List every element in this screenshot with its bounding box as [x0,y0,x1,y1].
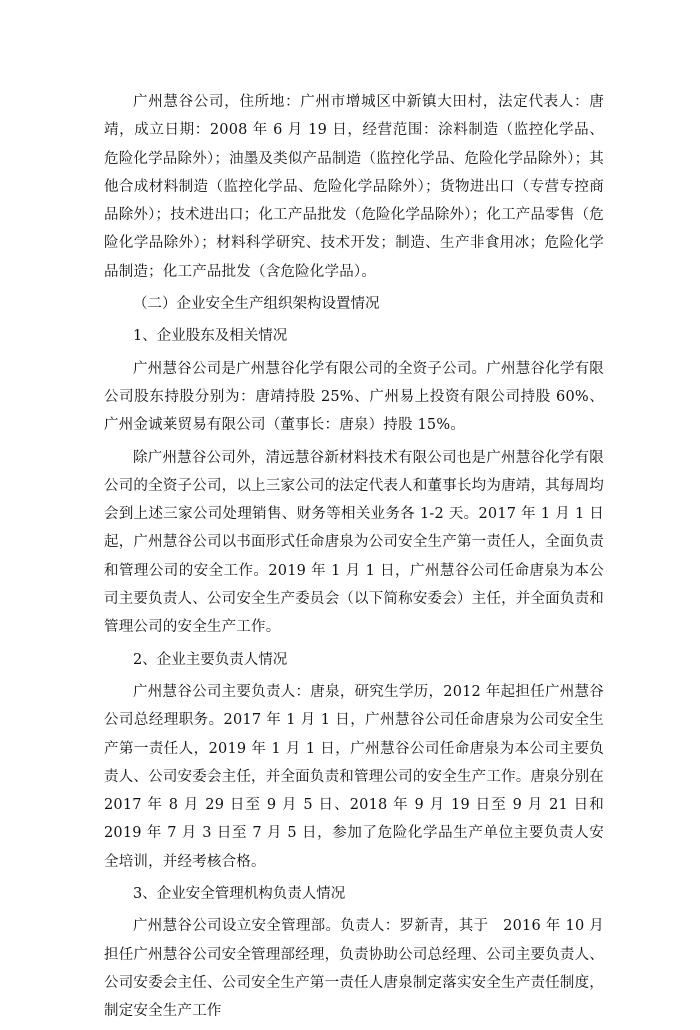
section-heading-org-structure: （二）企业安全生产组织架构设置情况 [133,296,380,313]
shareholders-paragraph: 广州慧谷公司是广州慧谷化学有限公司的全资子公司。广州慧谷化学有限公司股东持股分别为：唐靖持股 25%、广州易上投资有限公司持股 60%、广州金诚莱贸易有限公司（董事长：唐泉）持股 15%。 [104,360,604,434]
safety-dept-paragraph: 广州慧谷公司设立安全管理部。负责人：罗新青，其于 2016 年 10 月担任广州慧谷公司安全管理部经理，负责协助公司总经理、公司主要负责人、公司安委会主任、公司安全生产第一责任人唐泉制定落实安全生产责任制度，制定安全生产工作 [104,918,604,1020]
subsection-heading-principal: 2、企业主要负责人情况 [133,651,288,668]
principal-paragraph: 广州慧谷公司主要负责人：唐泉，研究生学历，2012 年起担任广州慧谷公司总经理职务。2017 年 1 月 1 日，广州慧谷公司任命唐泉为公司安全生产第一责任人，2019 年 1 月 1 日，广州慧谷公司任命唐泉为本公司主要负责人、公司安委会主任，并全面负责和管理公司的安全生产工作。唐泉分别在 2017 年 8 月 29 日至 9 月 5 日、2018 年 9 月 19 日至 9 月 21 日和 2019 年 7 月 3 日至 7 月 5 日，参加了危险化学品生产单位主要负责人安全培训，并经考核合格。 [104,683,604,870]
subsection-heading-safety-dept: 3、企业安全管理机构负责人情况 [133,886,346,903]
company-info-paragraph: 广州慧谷公司，住所地：广州市增城区中新镇大田村，法定代表人：唐靖，成立日期：2008 年 6 月 19 日，经营范围：涂料制造（监控化学品、危险化学品除外）；油墨及类似产品制造（监控化学品、危险化学品除外）；其他合成材料制造（监控化学品、危险化学品除外）；货物进出口（专营专控商品除外）；技术进出口；化工产品批发（危险化学品除外）；化工产品零售（危险化学品除外）；材料科学研究、技术开发；制造、生产非食用冰；危险化学品制造；化工产品批发（含危险化学品）。 [104,94,604,280]
subsection-heading-shareholders: 1、企业股东及相关情况 [133,328,288,345]
document-page [104,88,604,1030]
subsidiaries-paragraph: 除广州慧谷公司外，清远慧谷新材料技术有限公司也是广州慧谷化学有限公司的全资子公司，以上三家公司的法定代表人和董事长均为唐靖，其每周均会到上述三家公司处理销售、财务等相关业务各 1-2 天。2017 年 1 月 1 日起，广州慧谷公司以书面形式任命唐泉为公司安全生产第一责任人，全面负责和管理公司的安全工作。2019 年 1 月 1 日，广州慧谷公司任命唐泉为本公司主要负责人、公司安全生产委员会（以下简称安委会）主任，并全面负责和管理公司的安全生产工作。 [104,449,604,636]
